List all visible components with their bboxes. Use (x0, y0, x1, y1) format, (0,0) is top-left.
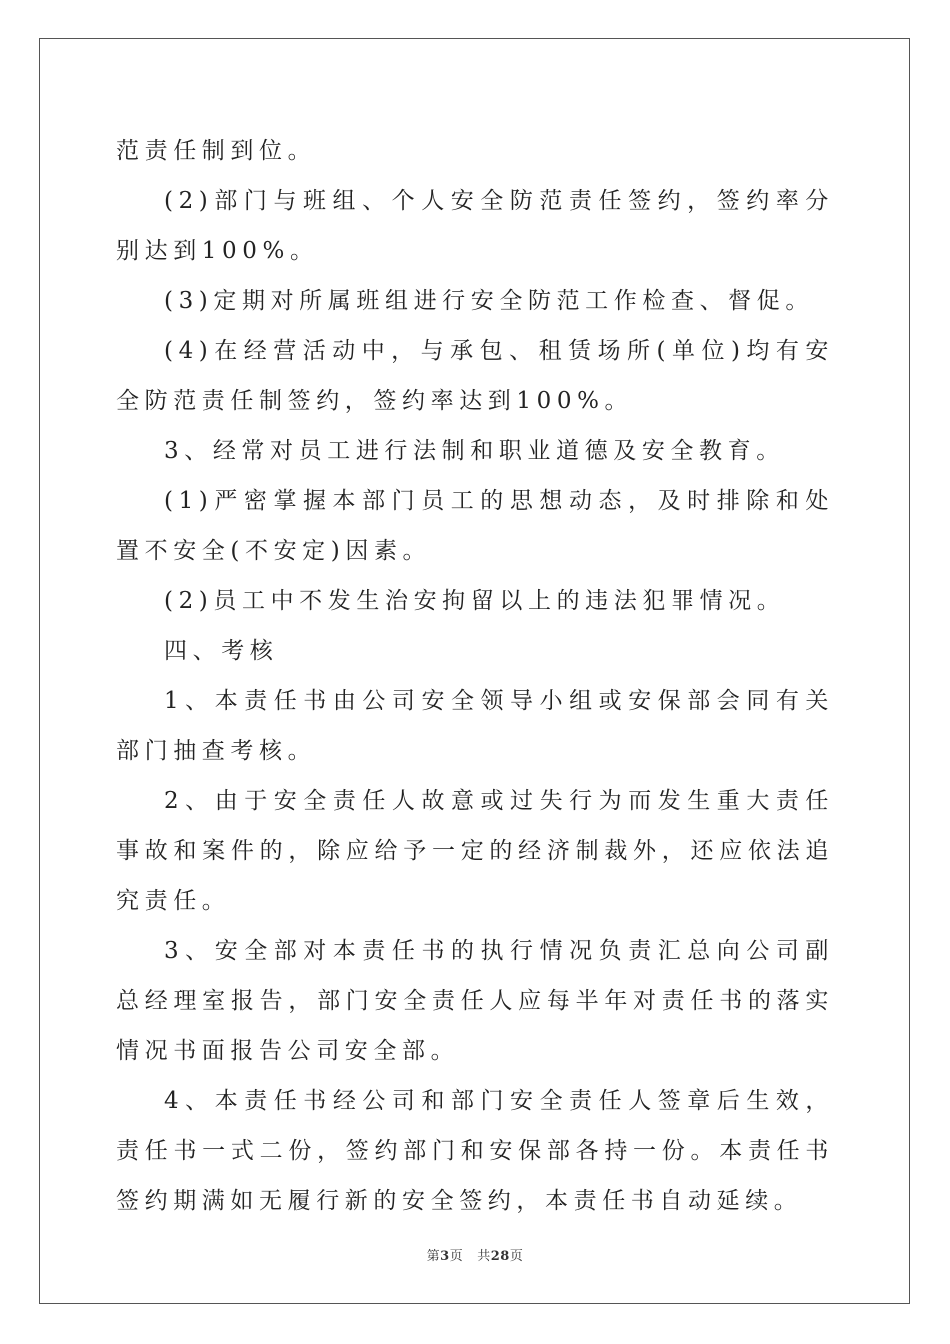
paragraph: 范责任制到位。 (116, 138, 317, 164)
paragraph: (1)严密掌握本部门员工的思想动态，及时排除和处置不安全(不安定)因素。 (116, 488, 834, 564)
total-prefix: 共 (477, 1249, 491, 1264)
paragraph: 3、经常对员工进行法制和职业道德及安全教育。 (164, 438, 785, 464)
paragraph: (3)定期对所属班组进行安全防范工作检查、督促。 (164, 288, 814, 314)
paragraph: (2)员工中不发生治安拘留以上的违法犯罪情况。 (164, 588, 786, 614)
page-prefix: 第 (426, 1249, 441, 1264)
total-pages: 28 (490, 1249, 510, 1264)
total-suffix: 页 (509, 1249, 524, 1264)
page-footer (0, 1245, 950, 1264)
paragraph: (4)在经营活动中，与承包、租赁场所(单位)均有安全防范责任制签约，签约率达到100%。 (116, 338, 834, 414)
page-number: 3 (440, 1249, 450, 1264)
document-body (116, 126, 834, 1226)
paragraph: 4、本责任书经公司和部门安全责任人签章后生效，责任书一式二份，签约部门和安保部各持一份。本责任书签约期满如无履行新的安全签约，本责任书自动延续。 (116, 1088, 834, 1214)
paragraph: (2)部门与班组、个人安全防范责任签约，签约率分别达到100%。 (116, 188, 834, 264)
paragraph: 2、由于安全责任人故意或过失行为而发生重大责任事故和案件的，除应给予一定的经济制裁外，还应依法追究责任。 (116, 788, 834, 914)
paragraph: 1、本责任书由公司安全领导小组或安保部会同有关部门抽查考核。 (116, 688, 834, 764)
section-heading: 四、考核 (164, 638, 279, 664)
paragraph: 3、安全部对本责任书的执行情况负责汇总向公司副总经理室报告，部门安全责任人应每半年对责任书的落实情况书面报告公司安全部。 (116, 938, 834, 1064)
page-suffix: 页 (449, 1249, 464, 1264)
